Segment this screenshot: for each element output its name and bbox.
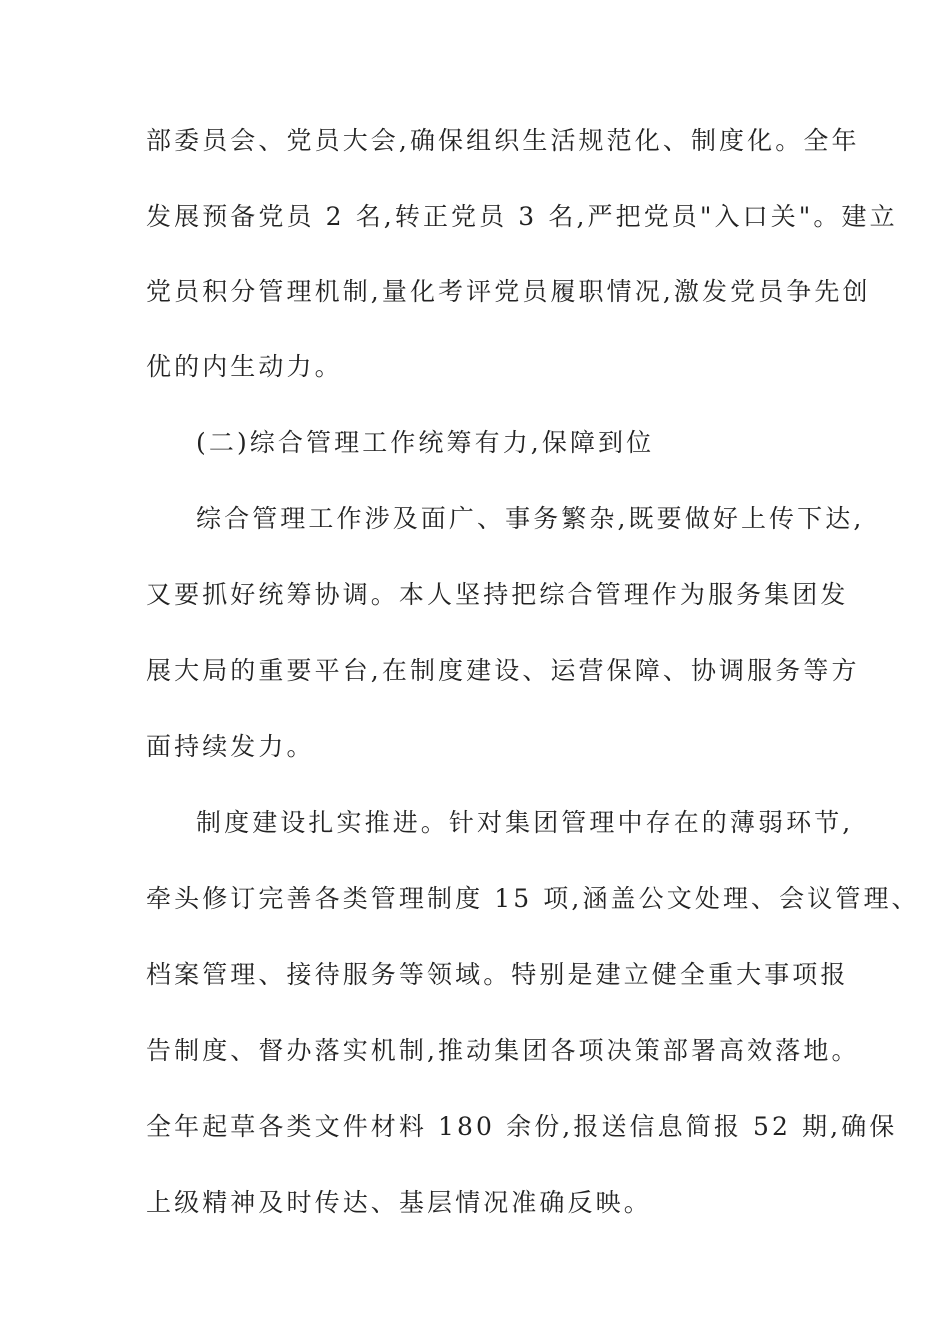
paragraph-line: 牵头修订完善各类管理制度 15 项,涵盖公文处理、会议管理、 (146, 884, 920, 913)
paragraph-line: 又要抓好统筹协调。本人坚持把综合管理作为服务集团发 (146, 580, 849, 609)
paragraph-line: 展大局的重要平台,在制度建设、运营保障、协调服务等方 (146, 656, 860, 685)
paragraph-line: 面持续发力。 (146, 732, 315, 761)
paragraph-line: 综合管理工作涉及面广、事务繁杂,既要做好上传下达, (196, 504, 865, 533)
section-heading: (二)综合管理工作统筹有力,保障到位 (196, 428, 655, 457)
paragraph-line: 党员积分管理机制,量化考评党员履职情况,激发党员争先创 (146, 277, 871, 306)
paragraph-line: 上级精神及时传达、基层情况准确反映。 (146, 1188, 652, 1217)
paragraph-line: 档案管理、接待服务等领域。特别是建立健全重大事项报 (146, 960, 849, 989)
paragraph-line: 告制度、督办落实机制,推动集团各项决策部署高效落地。 (146, 1036, 860, 1065)
paragraph-line: 优的内生动力。 (146, 352, 343, 381)
paragraph-line: 发展预备党员 2 名,转正党员 3 名,严把党员"入口关"。建立 (146, 202, 898, 231)
paragraph-line: 制度建设扎实推进。针对集团管理中存在的薄弱环节, (196, 808, 854, 837)
paragraph-line: 全年起草各类文件材料 180 余份,报送信息简报 52 期,确保 (146, 1112, 898, 1141)
paragraph-line: 部委员会、党员大会,确保组织生活规范化、制度化。全年 (146, 126, 860, 155)
